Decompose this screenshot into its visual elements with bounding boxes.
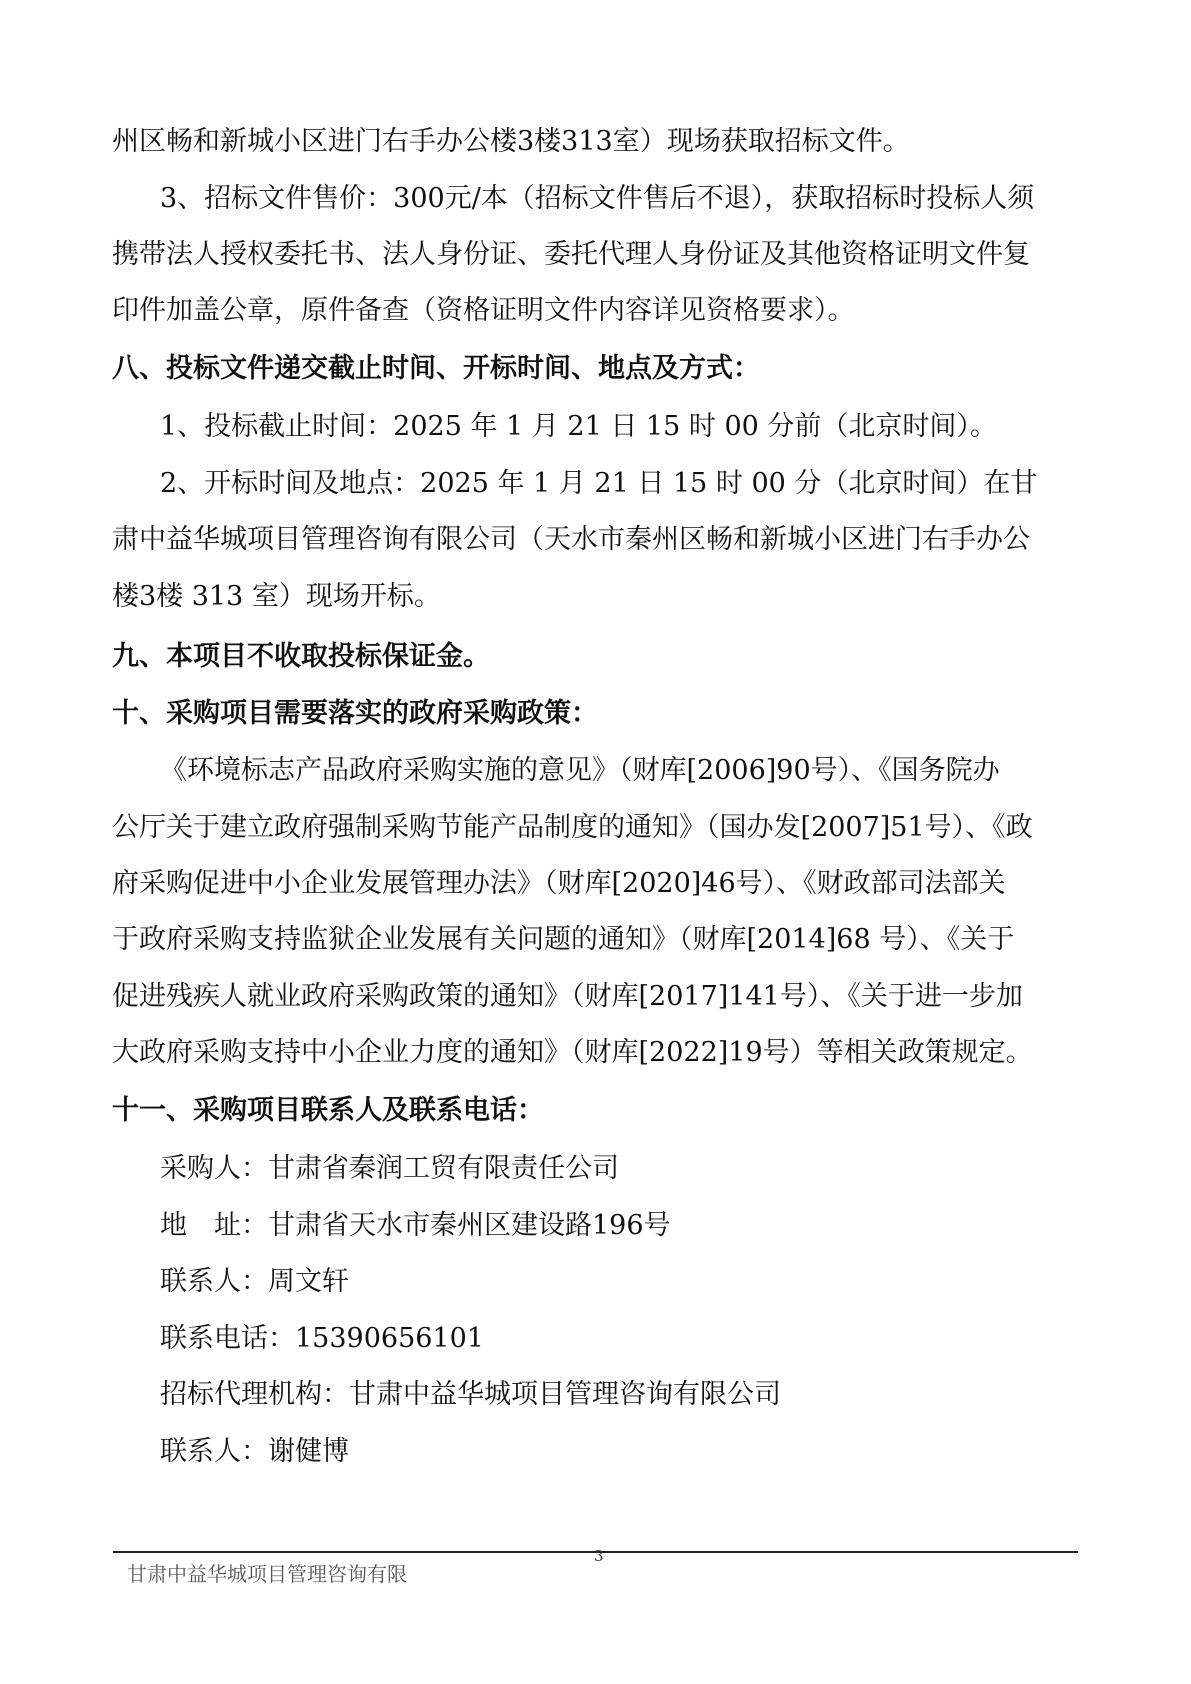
body-line: 印件加盖公章，原件备查（资格证明文件内容详见资格要求）。 — [112, 295, 855, 326]
address-line: 地 址：甘肃省天水市秦州区建设路196号 — [160, 1210, 671, 1241]
body-line: 大政府采购支持中小企业力度的通知》（财库[2022]19号）等相关政策规定。 — [112, 1037, 1033, 1068]
body-line: 携带法人授权委托书、法人身份证、委托代理人身份证及其他资格证明文件复 — [112, 239, 1030, 270]
body-line: 府采购促进中小企业发展管理办法》（财库[2020]46号）、《财政部司法部关 — [112, 868, 1006, 899]
body-line: 州区畅和新城小区进门右手办公楼3楼313室）现场获取招标文件。 — [112, 126, 910, 157]
agency-contact-line: 联系人：谢健博 — [160, 1436, 349, 1467]
contact-line: 联系人：周文轩 — [160, 1266, 349, 1297]
section-heading: 十一、采购项目联系人及联系电话： — [112, 1095, 544, 1126]
purchaser-line: 采购人：甘肃省秦润工贸有限责任公司 — [160, 1153, 619, 1184]
section-heading: 九、本项目不收取投标保证金。 — [112, 641, 490, 672]
phone-line: 联系电话：15390656101 — [160, 1323, 484, 1354]
body-line: 肃中益华城项目管理咨询有限公司（天水市秦州区畅和新城小区进门右手办公 — [112, 524, 1030, 555]
footer-company: 甘肃中益华城项目管理咨询有限 — [127, 1562, 407, 1586]
body-line: 楼3楼 313 室）现场开标。 — [112, 581, 441, 612]
section-heading: 八、投标文件递交截止时间、开标时间、地点及方式： — [112, 353, 760, 384]
section-heading: 十、采购项目需要落实的政府采购政策： — [112, 698, 598, 729]
body-line: 公厅关于建立政府强制采购节能产品制度的通知》（国办发[2007]51号）、《政 — [112, 812, 1033, 843]
body-line: 3、招标文件售价：300元/本（招标文件售后不退），获取招标时投标人须 — [160, 183, 1035, 214]
page-number: 3 — [594, 1547, 604, 1565]
agency-line: 招标代理机构：甘肃中益华城项目管理咨询有限公司 — [160, 1379, 781, 1410]
body-line: 于政府采购支持监狱企业发展有关问题的通知》（财库[2014]68 号）、《关于 — [112, 924, 1015, 955]
body-line: 2、开标时间及地点：2025 年 1 月 21 日 15 时 00 分（北京时间）在甘 — [160, 468, 1038, 499]
body-line: 《环境标志产品政府采购实施的意见》（财库[2006]90号）、《国务院办 — [160, 755, 1000, 786]
body-line: 促进残疾人就业政府采购政策的通知》（财库[2017]141号）、《关于进一步加 — [112, 981, 1023, 1012]
body-line: 1、投标截止时间：2025 年 1 月 21 日 15 时 00 分前（北京时间）。 — [160, 411, 997, 442]
